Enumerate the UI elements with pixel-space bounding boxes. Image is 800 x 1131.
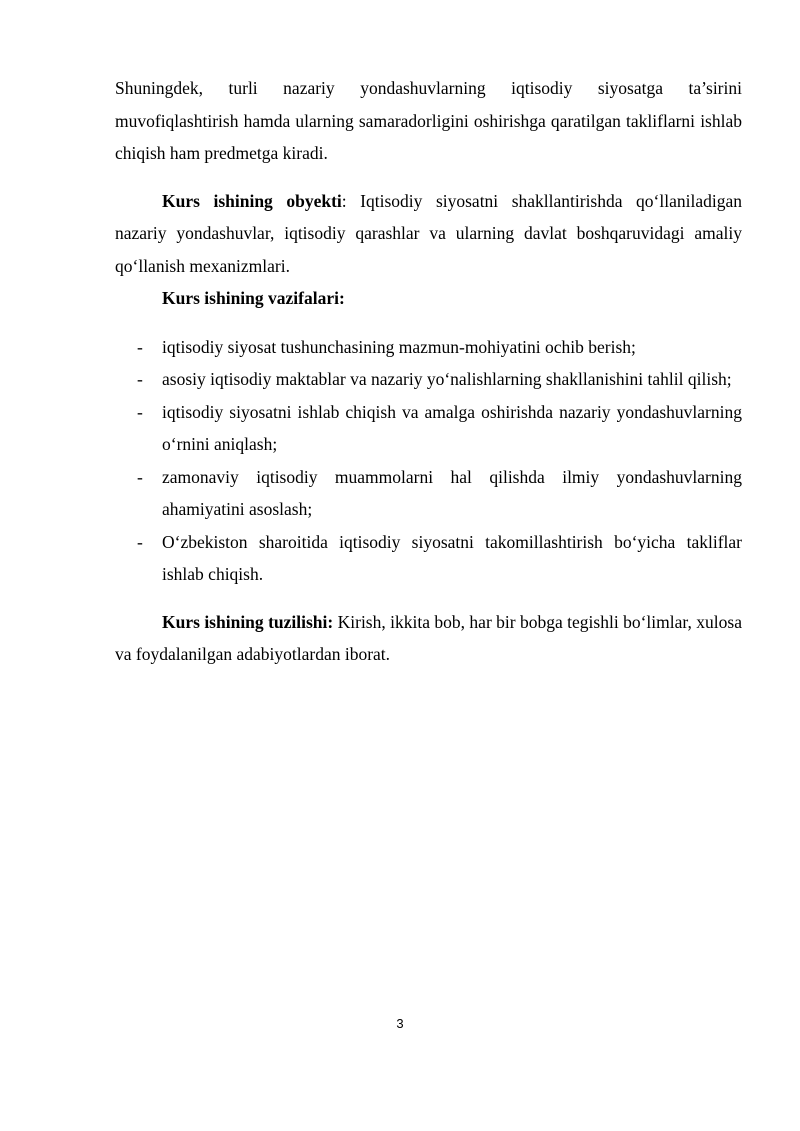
structure-text: Kirish, ikkita bob, har bir bobga tegishli bo‘limlar, xulosa va foydalanilgan adabiyotlardan iborat.: [115, 611, 742, 664]
list-bullet: -: [137, 466, 143, 487]
tasks-heading: Kurs ishining vazifalari:: [162, 288, 345, 308]
tasks-list: [115, 331, 742, 591]
list-item: [115, 526, 742, 591]
list-item-text: zamonaviy iqtisodiy muammolarni hal qilishda ilmiy yondashuvlarning ahamiyatini asoslash;: [162, 466, 742, 519]
object-label: Kurs ishining obyekti: [162, 190, 342, 211]
intro-paragraph: Shuningdek, turli nazariy yondashuvlarning iqtisodiy siyosatga ta’sirini muvofiqlashtirish hamda ularning samaradorligini oshirishga qaratilgan takliflarni ishlab chiqish ham predmetga kiradi.: [115, 78, 742, 163]
object-text: Iqtisodiy siyosatni shakllantirishda qo‘llaniladigan nazariy yondashuvlar, iqtisodiy qarashlar va ularning davlat boshqaruvidagi amaliy qo‘llanish mexanizmlari.: [115, 190, 742, 276]
list-item: [115, 331, 742, 364]
list-item-text: O‘zbekiston sharoitida iqtisodiy siyosatni takomillashtirish bo‘yicha takliflar ishlab chiqish.: [162, 531, 742, 584]
list-bullet: -: [137, 401, 143, 422]
object-paragraph: [115, 185, 742, 283]
list-item: [115, 363, 742, 396]
list-item: [115, 461, 742, 526]
object-separator: :: [341, 190, 347, 211]
list-bullet: -: [137, 369, 143, 389]
document-page: [115, 72, 742, 671]
list-bullet: -: [137, 336, 143, 357]
list-item-text: iqtisodiy siyosatni ishlab chiqish va amalga oshirishda nazariy yondashuvlarning o‘rnini aniqlash;: [162, 401, 742, 454]
list-bullet: -: [137, 531, 143, 552]
list-item: [115, 396, 742, 461]
list-item-text: asosiy iqtisodiy maktablar va nazariy yo‘nalishlarning shakllanishini tahlil qilish;: [162, 369, 732, 389]
list-item-text: iqtisodiy siyosat tushunchasining mazmun-mohiyatini ochib berish;: [162, 336, 636, 357]
page-number: 3: [396, 1016, 404, 1031]
structure-label: Kurs ishining tuzilishi:: [162, 611, 334, 632]
structure-paragraph: [115, 606, 742, 671]
